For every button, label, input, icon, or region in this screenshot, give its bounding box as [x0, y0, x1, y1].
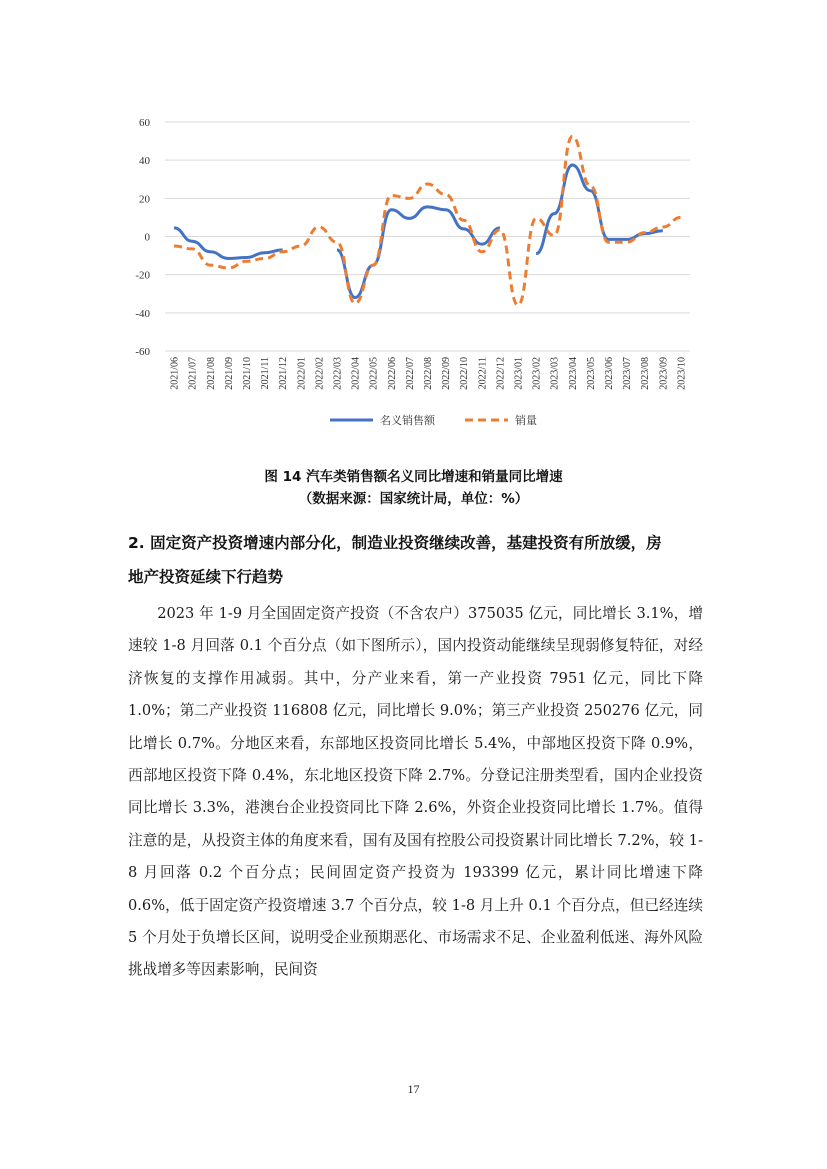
body-paragraph: 2023 年 1-9 月全国固定资产投资（不含农户）375035 亿元，同比增长 3.1%，增速较 1-8 月回落 0.1 个百分点（如下图所示），国内投资动能继续呈现弱修复特征，对经济恢复的支撑作用减弱。其中，分产业来看，第一产业投资 7951 亿元，同比下降 1.0%；第二产业投资 116808 亿元，同比增长 9.0%；第三产业投资 250276 亿元，同比增长 0.7%。分地区来看，东部地区投资同比增长 5.4%，中部地区投资下降 0.9%，西部地区投资下降 0.4%，东北地区投资下降 2.7%。分登记注册类型看，国内企业投资同比增长 3.3%，港澳台企业投资同比下降 2.6%，外资企业投资同比增长 1.7%。值得注意的是，从投资主体的角度来看，国有及国有控股公司投资累计同比增长 7.2%，较 1-8 月回落 0.2 个百分点；民间固定资产投资为 193399 亿元，累计同比增速下降 0.6%，低于固定资产投资增速 3.7 个百分点，较 1-8 月上升 0.1 个百分点，但已经连续 5 个月处于负增长区间，说明受企业预期恶化、市场需求不足、企业盈利低迷、海外风险挑战增多等因素影响，民间资	[128, 605, 703, 979]
legend-label: 名义销售额	[380, 415, 435, 427]
series-line-nominal-sales	[337, 207, 500, 298]
x-tick-label: 2021/12	[278, 357, 290, 390]
series-line-nominal-sales	[174, 228, 283, 259]
x-tick-label: 2023/04	[567, 357, 579, 390]
x-tick-label: 2023/02	[531, 357, 543, 390]
y-tick-label: -40	[135, 307, 150, 320]
x-tick-label: 2021/06	[169, 357, 181, 390]
figure-caption: 图 14 汽车类销售额名义同比增速和销量同比增速	[264, 469, 563, 485]
chart-gridlines	[165, 122, 690, 351]
x-tick-label: 2023/07	[622, 357, 634, 390]
x-tick-label: 2022/01	[296, 357, 308, 390]
x-tick-label: 2022/12	[495, 357, 507, 390]
page-number: 17	[407, 1082, 420, 1096]
y-axis-ticks	[135, 117, 150, 358]
x-tick-label: 2021/09	[223, 357, 235, 390]
x-tick-label: 2022/04	[350, 357, 362, 390]
y-tick-label: 40	[139, 155, 150, 168]
section-heading-line-2: 地产投资延续下行趋势	[128, 568, 284, 586]
x-tick-label: 2022/07	[404, 357, 416, 390]
chart-legend	[330, 413, 537, 427]
legend-label: 销量	[515, 415, 537, 427]
x-tick-label: 2022/06	[386, 357, 398, 390]
line-chart	[120, 105, 700, 440]
x-tick-label: 2023/06	[604, 357, 616, 390]
series-line-nominal-sales	[536, 165, 663, 254]
y-tick-label: -20	[135, 269, 150, 282]
x-tick-label: 2023/05	[585, 357, 597, 390]
chart-series	[174, 136, 681, 305]
series-line-sales-volume	[174, 136, 681, 305]
x-tick-label: 2022/08	[423, 357, 434, 390]
x-tick-label: 2021/07	[187, 357, 199, 390]
x-tick-label: 2022/02	[314, 357, 326, 390]
x-tick-label: 2023/08	[640, 357, 652, 390]
x-tick-label: 2022/05	[368, 357, 380, 390]
x-tick-label: 2021/10	[241, 357, 253, 390]
y-tick-label: 0	[144, 231, 150, 244]
x-tick-label: 2023/01	[513, 357, 525, 390]
x-tick-label: 2023/09	[658, 357, 670, 390]
x-tick-label: 2022/09	[441, 357, 453, 390]
x-tick-label: 2021/08	[205, 357, 217, 390]
y-tick-label: -60	[135, 346, 150, 358]
x-tick-label: 2023/10	[676, 357, 688, 390]
x-tick-label: 2022/11	[477, 357, 489, 390]
x-tick-label: 2021/11	[260, 357, 272, 390]
y-tick-label: 60	[139, 117, 150, 129]
x-tick-label: 2022/10	[459, 357, 471, 390]
figure-source: （数据来源：国家统计局，单位：%）	[298, 491, 529, 507]
y-tick-label: 20	[139, 193, 150, 206]
x-tick-label: 2022/03	[332, 357, 344, 390]
x-axis-ticks	[170, 357, 688, 390]
x-tick-label: 2023/03	[549, 357, 561, 390]
section-heading-line-1: 2. 固定资产投资增速内部分化，制造业投资继续改善，基建投资有所放缓，房	[128, 534, 662, 552]
